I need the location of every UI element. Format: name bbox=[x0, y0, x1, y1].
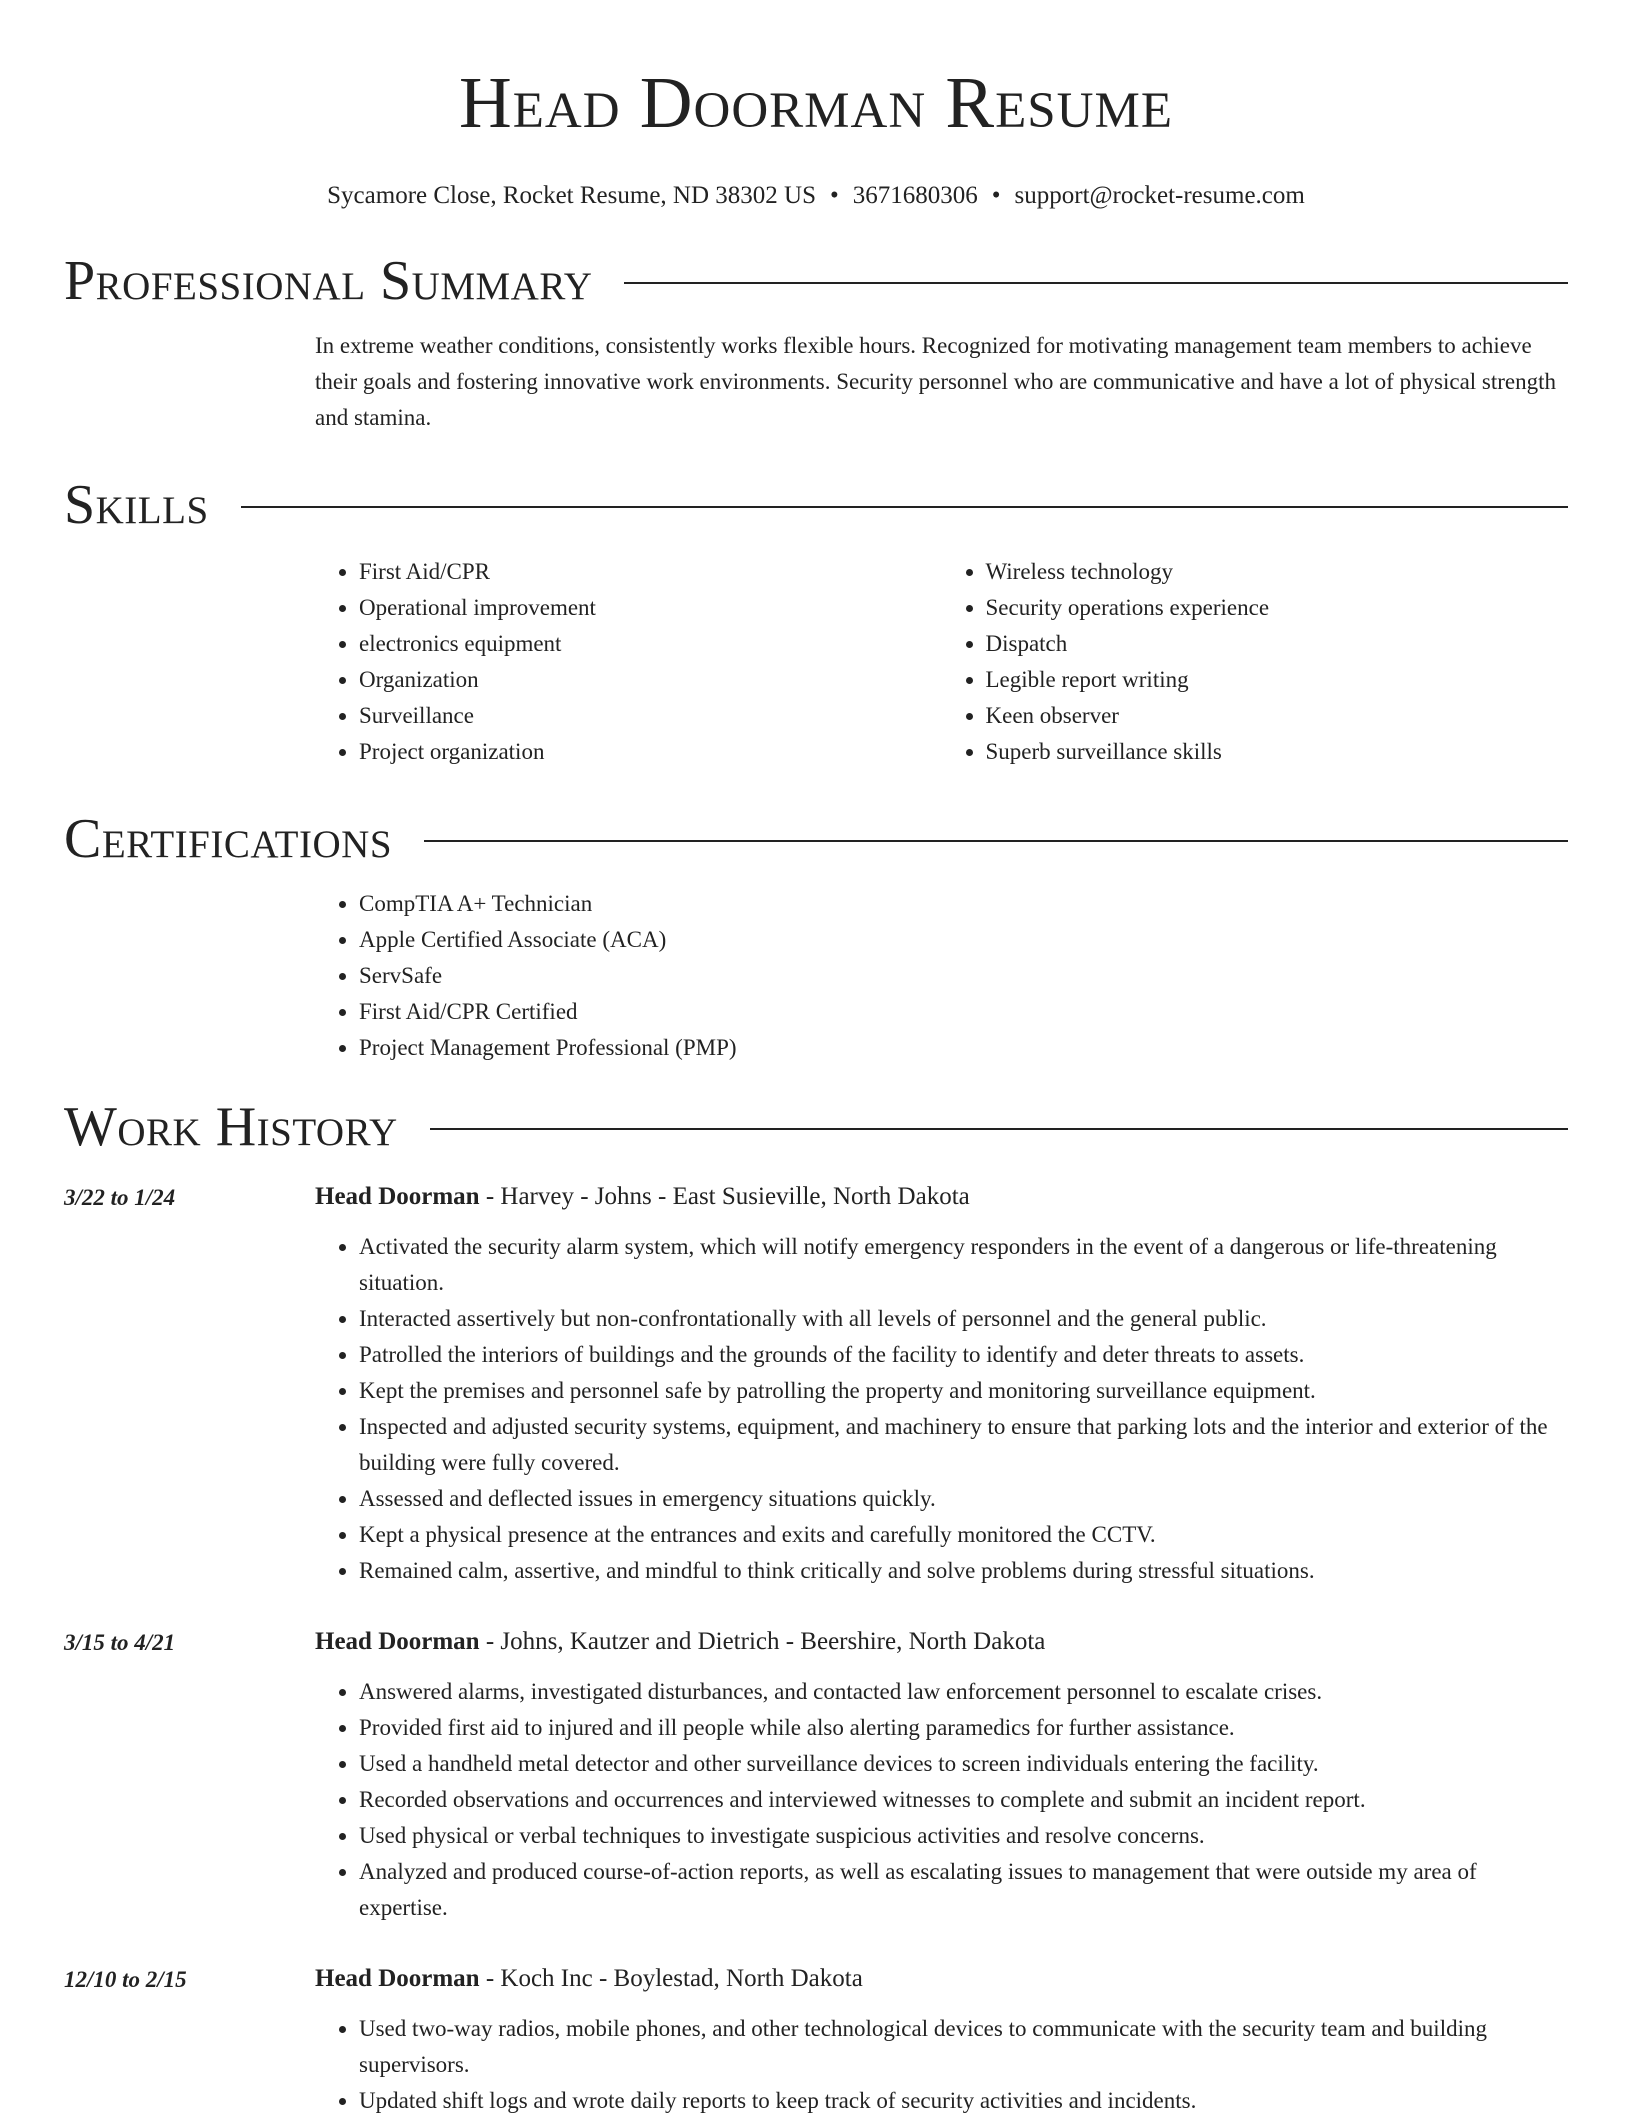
skill-item: • Security operations experience bbox=[986, 590, 1569, 626]
job-entry bbox=[64, 1958, 1568, 2119]
skill-item: • Project organization bbox=[359, 734, 942, 770]
job-details bbox=[315, 1958, 1568, 2119]
job-dates: 3/22 to 1/24 bbox=[64, 1185, 176, 1210]
contact-line bbox=[64, 180, 1568, 212]
skills-heading: Skills bbox=[64, 474, 209, 536]
job-duty: • Patrolled the interiors of buildings and the grounds of the facility to identify and deter threats to assets. bbox=[359, 1337, 1568, 1373]
job-duty: • Analyzed and produced course-of-action reports, as well as escalating issues to management that were outside my area of expertise. bbox=[359, 1854, 1568, 1926]
job-duty: • Kept a physical presence at the entrances and exits and carefully monitored the CCTV. bbox=[359, 1517, 1568, 1553]
job-entry bbox=[64, 1176, 1568, 1589]
skill-item: • Operational improvement bbox=[359, 590, 942, 626]
job-details bbox=[315, 1621, 1568, 1926]
skill-item: • Surveillance bbox=[359, 698, 942, 734]
skill-item: • Dispatch bbox=[986, 626, 1569, 662]
job-duty: • Interacted assertively but non-confrontationally with all levels of personnel and the general public. bbox=[359, 1301, 1568, 1337]
contact-email: support@rocket-resume.com bbox=[1014, 182, 1305, 209]
job-role: Head Doorman bbox=[315, 1628, 480, 1655]
certification-item: • Apple Certified Associate (ACA) bbox=[359, 922, 1568, 958]
skill-item: • electronics equipment bbox=[359, 626, 942, 662]
job-duty: • Used physical or verbal techniques to investigate suspicious activities and resolve concerns. bbox=[359, 1818, 1568, 1854]
certification-item: • Project Management Professional (PMP) bbox=[359, 1030, 1568, 1066]
skill-item: • Wireless technology bbox=[986, 554, 1569, 590]
contact-separator: • bbox=[991, 182, 1001, 209]
skill-item: • Superb surveillance skills bbox=[986, 734, 1569, 770]
certifications-list bbox=[315, 886, 1568, 1066]
job-duty: • Remained calm, assertive, and mindful to think critically and solve problems during stressful situations. bbox=[359, 1553, 1568, 1589]
skills-grid bbox=[315, 554, 1568, 770]
job-role: Head Doorman bbox=[315, 1965, 480, 1992]
skills-header bbox=[64, 470, 1568, 540]
certification-item: • First Aid/CPR Certified bbox=[359, 994, 1568, 1030]
summary-heading: Professional Summary bbox=[64, 250, 593, 312]
section-divider bbox=[430, 1128, 1568, 1130]
section-divider bbox=[241, 506, 1568, 508]
job-employer: - Harvey - Johns - East Susieville, North Dakota bbox=[479, 1183, 970, 1210]
job-duties-list bbox=[315, 1229, 1568, 1589]
certifications-section bbox=[64, 804, 1568, 1066]
job-employer: - Koch Inc - Boylestad, North Dakota bbox=[479, 1965, 863, 1992]
resume-title: Head Doorman Resume bbox=[459, 62, 1173, 143]
job-duty: • Activated the security alarm system, which will notify emergency responders in the event of a dangerous or life-threatening situation. bbox=[359, 1229, 1568, 1301]
job-duties-list bbox=[315, 2011, 1568, 2119]
summary-header bbox=[64, 246, 1568, 316]
skill-item: • First Aid/CPR bbox=[359, 554, 942, 590]
certification-item: • CompTIA A+ Technician bbox=[359, 886, 1568, 922]
section-divider bbox=[624, 282, 1568, 284]
job-duties-list bbox=[315, 1674, 1568, 1926]
certifications-header bbox=[64, 804, 1568, 874]
job-duty: • Updated shift logs and wrote daily reports to keep track of security activities and incidents. bbox=[359, 2083, 1568, 2119]
job-duty: • Inspected and adjusted security systems, equipment, and machinery to ensure that parking lots and the interior and exterior of the building were fully covered. bbox=[359, 1409, 1568, 1481]
contact-separator: • bbox=[830, 182, 839, 209]
job-employer: - Johns, Kautzer and Dietrich - Beershire, North Dakota bbox=[479, 1628, 1046, 1655]
summary-text: In extreme weather conditions, consistently works flexible hours. Recognized for motivating management team members to achieve their goals and fostering innovative work environments. Security personnel who are communicative and have a lot of physical strength and stamina. bbox=[315, 333, 1557, 430]
section-divider bbox=[424, 840, 1568, 842]
work-history-header bbox=[64, 1092, 1568, 1162]
job-title-line bbox=[315, 1621, 1568, 1660]
job-dates: 12/10 to 2/15 bbox=[64, 1967, 187, 1992]
skills-list-right bbox=[942, 554, 1569, 770]
contact-address: Sycamore Close, Rocket Resume, ND 38302 US bbox=[327, 182, 816, 209]
skill-item: • Organization bbox=[359, 662, 942, 698]
skill-item: • Keen observer bbox=[986, 698, 1569, 734]
work-history-section bbox=[64, 1092, 1568, 2119]
certifications-heading: Certifications bbox=[64, 808, 393, 870]
contact-phone: 3671680306 bbox=[852, 182, 978, 209]
job-title-line bbox=[315, 1958, 1568, 1997]
job-dates: 3/15 to 4/21 bbox=[64, 1630, 176, 1655]
certification-item: • ServSafe bbox=[359, 958, 1568, 994]
job-duty: • Kept the premises and personnel safe by patrolling the property and monitoring surveillance equipment. bbox=[359, 1373, 1568, 1409]
job-duty: • Used a handheld metal detector and other surveillance devices to screen individuals entering the facility. bbox=[359, 1746, 1568, 1782]
job-entry bbox=[64, 1621, 1568, 1926]
skill-item: • Legible report writing bbox=[986, 662, 1569, 698]
job-duty: • Used two-way radios, mobile phones, and other technological devices to communicate with the security team and building supervisors. bbox=[359, 2011, 1568, 2083]
job-duty: • Assessed and deflected issues in emergency situations quickly. bbox=[359, 1481, 1568, 1517]
skills-list-left bbox=[315, 554, 942, 770]
job-role: Head Doorman bbox=[315, 1183, 480, 1210]
certifications-body bbox=[315, 886, 1568, 1066]
job-duty: • Recorded observations and occurrences and interviewed witnesses to complete and submit an incident report. bbox=[359, 1782, 1568, 1818]
job-duty: • Provided first aid to injured and ill people while also alerting paramedics for further assistance. bbox=[359, 1710, 1568, 1746]
job-details bbox=[315, 1176, 1568, 1589]
summary-section bbox=[64, 246, 1568, 436]
work-history-heading: Work History bbox=[64, 1096, 398, 1158]
skills-section bbox=[64, 470, 1568, 770]
job-duty: • Answered alarms, investigated disturbances, and contacted law enforcement personnel to escalate crises. bbox=[359, 1674, 1568, 1710]
job-title-line bbox=[315, 1176, 1568, 1215]
